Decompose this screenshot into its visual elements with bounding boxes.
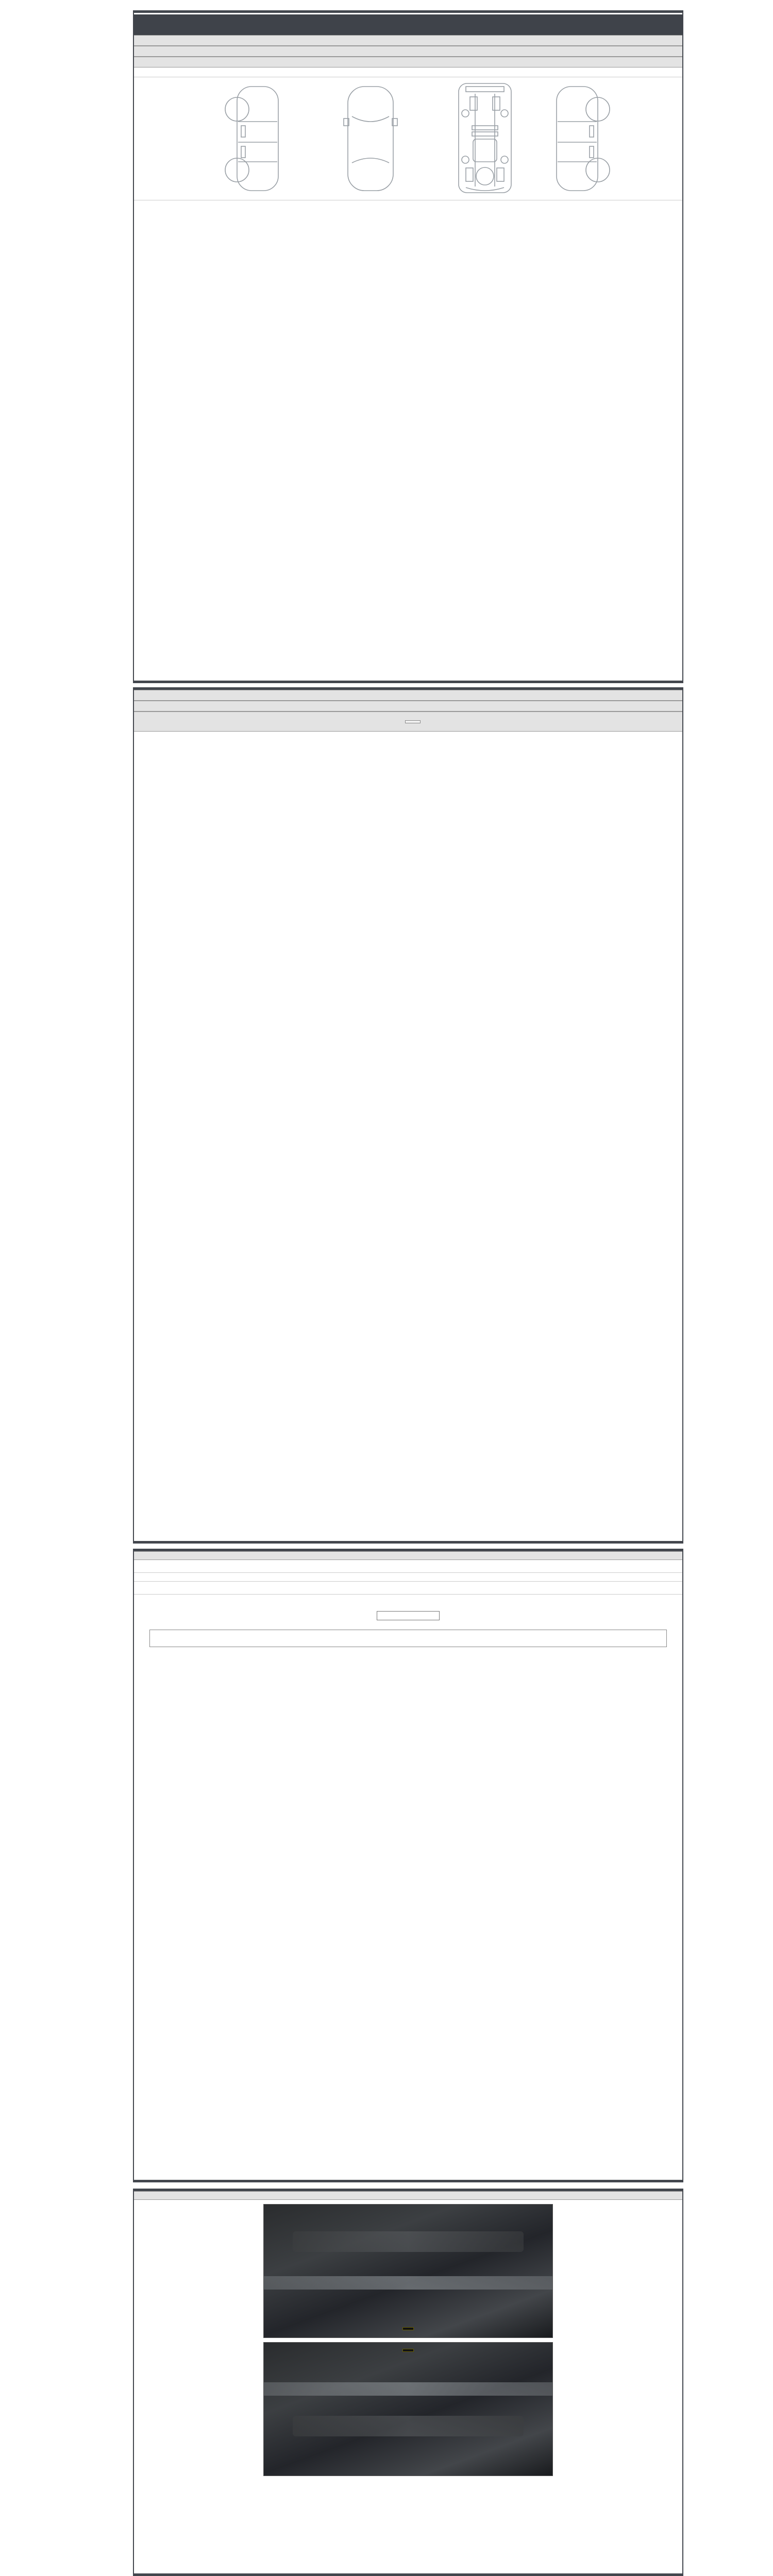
page-4 [133,2189,683,2576]
price-info-box-title-wrap [134,1611,682,1622]
car-outline-views [149,79,665,198]
car-damage-diagram [134,77,682,200]
price-info-box-title [377,1611,440,1620]
page-1 [133,10,683,683]
price-info-box [149,1630,667,1647]
final-price-band [134,711,682,732]
inspection-photo-underbody [263,2204,553,2338]
page-2 [133,687,683,1544]
notice-section-a-title [134,1560,682,1573]
page-3 [133,1549,683,2182]
accident-band [134,57,682,67]
notice-section-a-list [134,1573,682,1581]
document-number [134,26,682,32]
notice-section-b-title [134,1581,682,1595]
etc-band [134,701,682,711]
damage-legend-note [134,72,682,77]
comprehensive-band [134,46,682,57]
damage-code-legend [134,67,682,72]
license-plate-overlay-2 [402,2349,414,2352]
inspection-photo-roof [263,2342,553,2476]
notice-section-b-list [134,1595,682,1603]
photos-band [134,2191,682,2200]
notice-band [134,1551,682,1560]
report-header [134,13,682,35]
document-sheet [133,0,683,2576]
final-price-value [405,720,421,723]
detail-band [134,690,682,701]
license-plate-overlay [402,2327,414,2330]
basic-info-band [134,35,682,46]
